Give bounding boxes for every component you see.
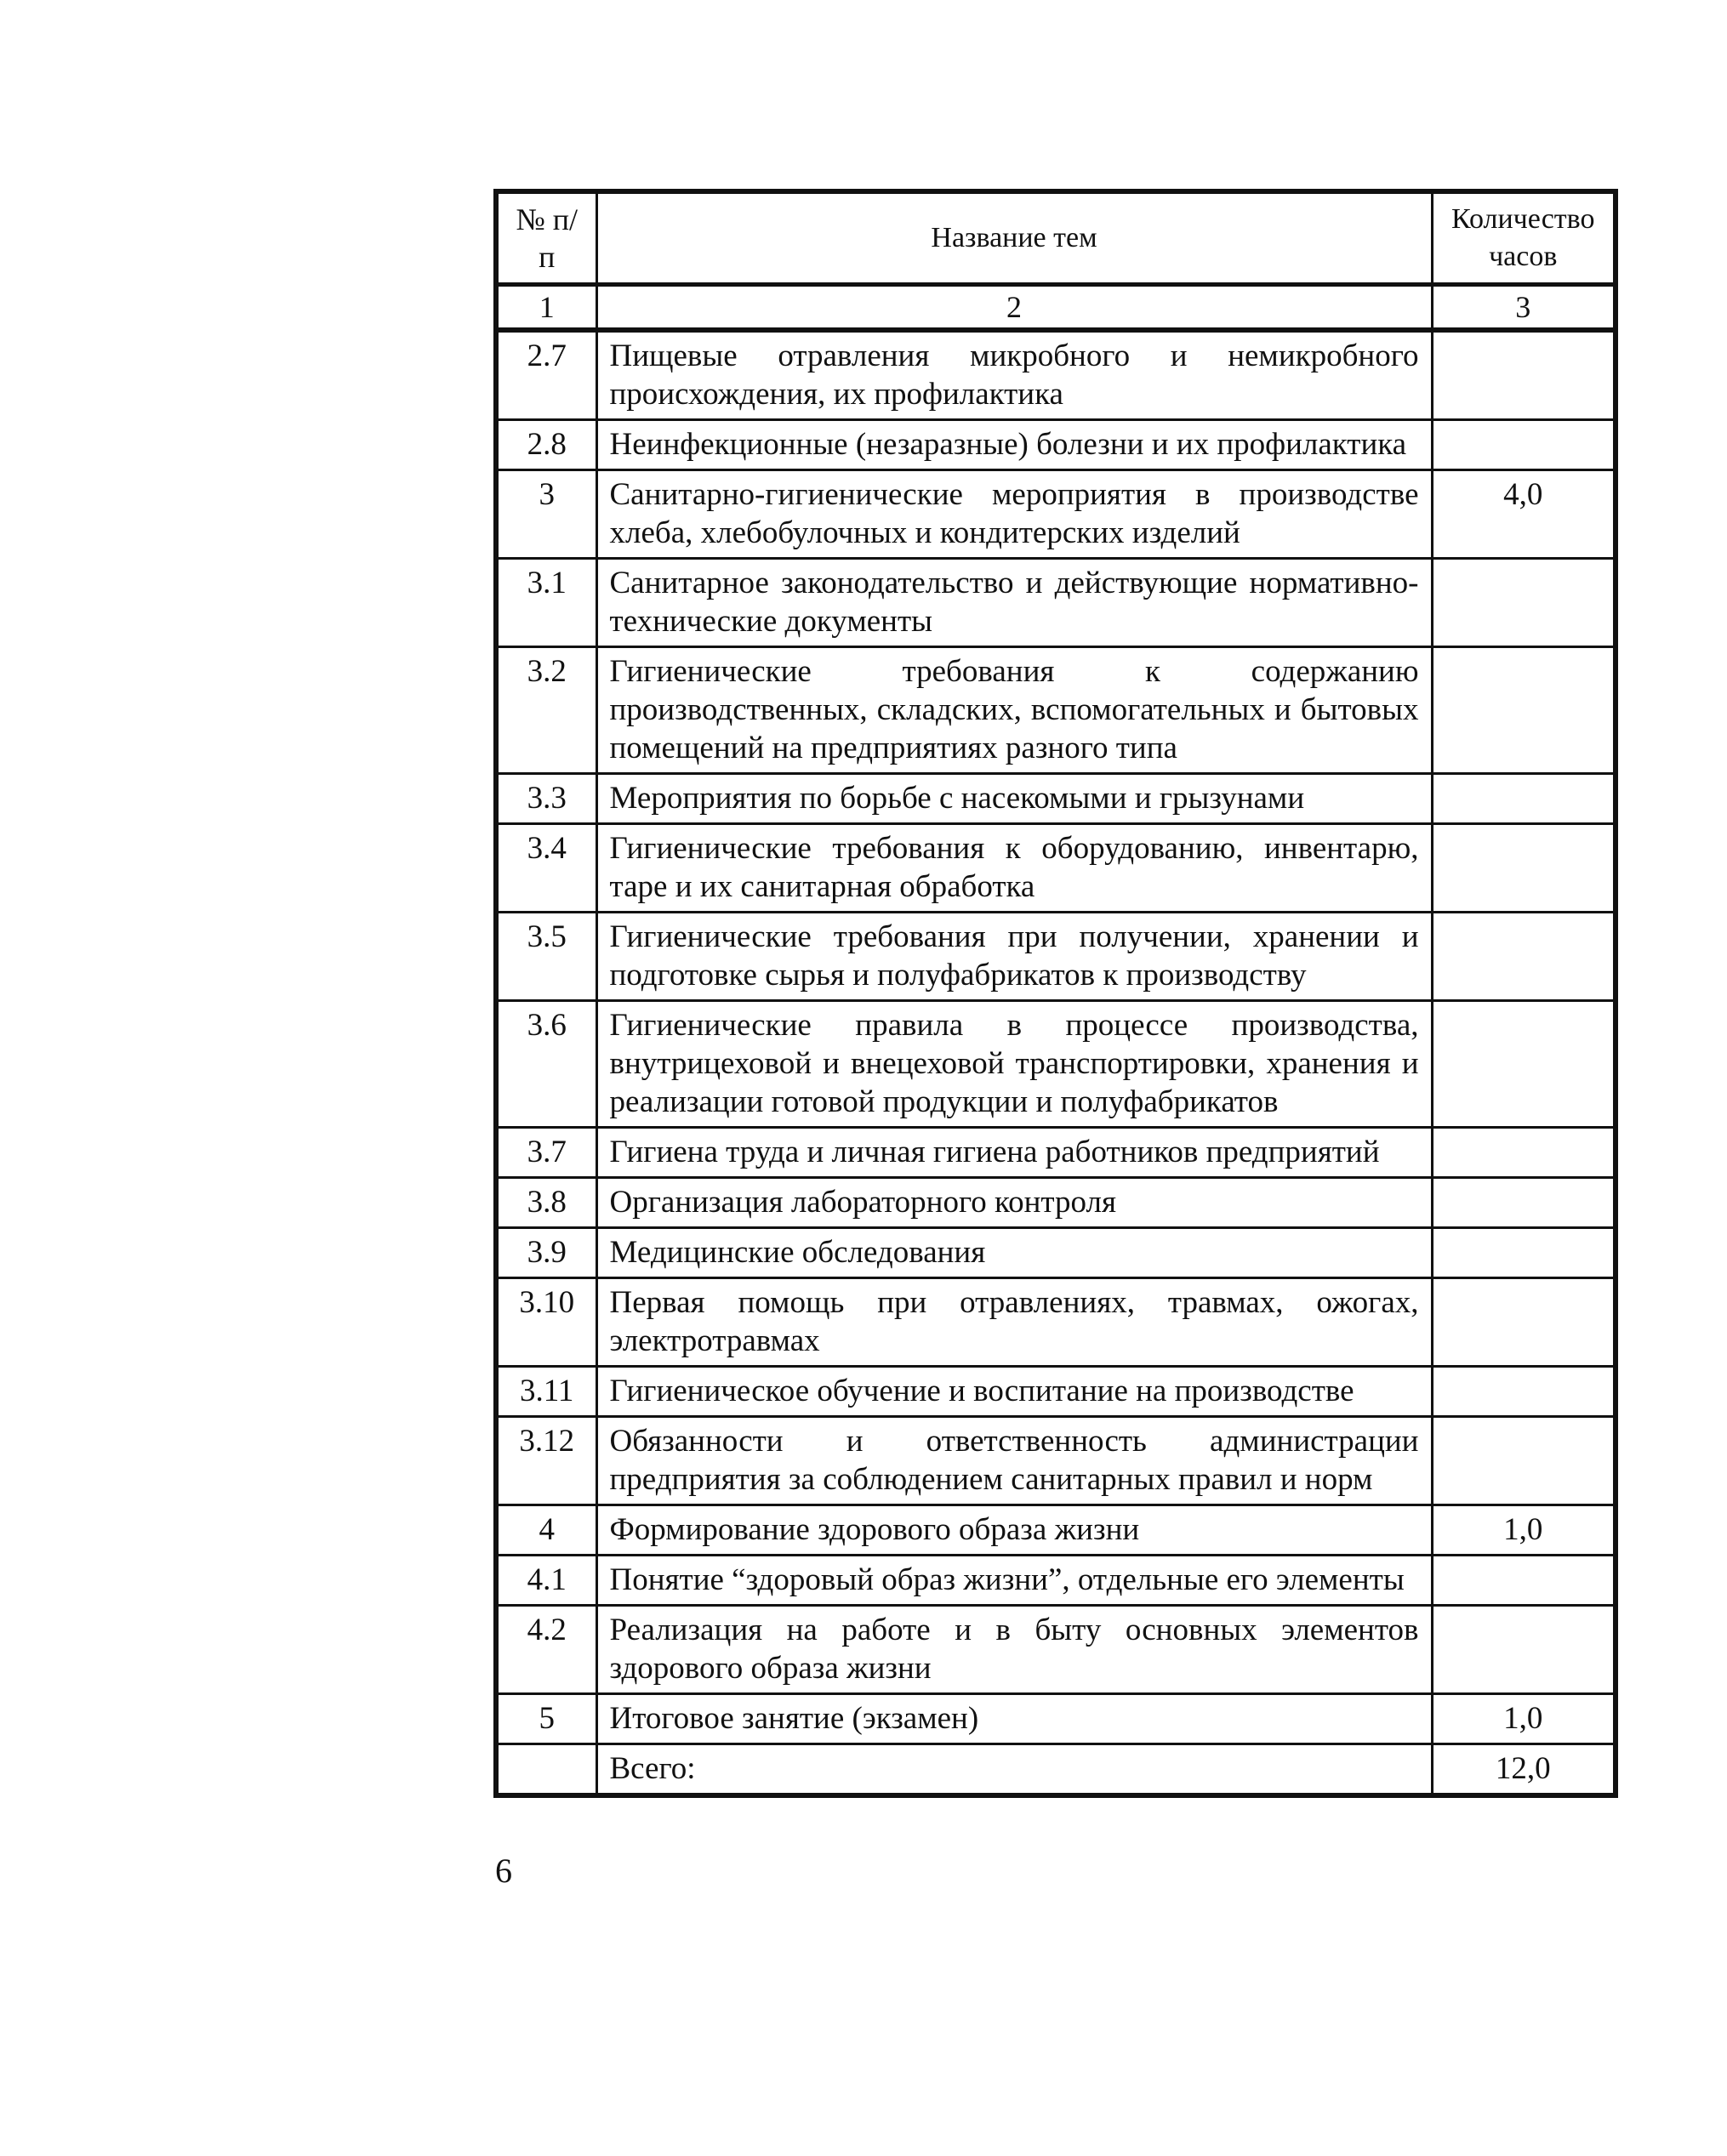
row-number: 3.9 [496,1228,596,1278]
row-topic-name: Мероприятия по борьбе с насекомыми и грызунами [596,774,1432,824]
header-number: № п/п [496,191,596,285]
row-hours: 4,0 [1432,470,1616,559]
row-topic-name: Санитарно-гигиенические мероприятия в производстве хлеба, хлебобулочных и кондитерских изделий [596,470,1432,559]
row-number: 2.8 [496,420,596,470]
row-number: 4.2 [496,1606,596,1694]
row-topic-name: Итоговое занятие (экзамен) [596,1694,1432,1744]
table-row [496,1505,1616,1556]
row-topic-name: Неинфекционные (незаразные) болезни и их профилактика [596,420,1432,470]
table-row [496,1556,1616,1606]
table-row [496,1744,1616,1796]
row-topic-name: Гигиена труда и личная гигиена работников предприятий [596,1128,1432,1178]
table-row [496,1606,1616,1694]
row-hours [1432,1178,1616,1228]
row-hours: 12,0 [1432,1744,1616,1796]
row-hours [1432,1228,1616,1278]
row-number: 3 [496,470,596,559]
row-hours [1432,1417,1616,1505]
table-row [496,1278,1616,1367]
row-topic-name: Гигиенические требования к оборудованию, инвентарю, таре и их санитарная обработка [596,824,1432,913]
row-number: 3.1 [496,559,596,647]
row-topic-name: Санитарное законодательство и действующие нормативно-технические документы [596,559,1432,647]
table-row [496,470,1616,559]
table-row [496,774,1616,824]
row-topic-name: Гигиенические требования к содержанию производственных, складских, вспомогательных и бытовых помещений на предприятиях разного типа [596,647,1432,774]
table-row [496,913,1616,1001]
row-hours [1432,1556,1616,1606]
table-row [496,1367,1616,1417]
row-hours [1432,1001,1616,1128]
table-row [496,1417,1616,1505]
table-body [496,191,1616,1795]
row-topic-name: Реализация на работе и в быту основных элементов здорового образа жизни [596,1606,1432,1694]
row-hours [1432,774,1616,824]
column-number-3: 3 [1432,285,1616,331]
table-header-row [496,191,1616,285]
row-topic-name: Гигиеническое обучение и воспитание на производстве [596,1367,1432,1417]
row-number: 3.7 [496,1128,596,1178]
header-hours: Количество часов [1432,191,1616,285]
row-topic-name: Первая помощь при отравлениях, травмах, ожогах, электротравмах [596,1278,1432,1367]
row-topic-name: Гигиенические требования при получении, хранении и подготовке сырья и полуфабрикатов к производству [596,913,1432,1001]
row-hours [1432,559,1616,647]
table-row [496,1178,1616,1228]
row-number: 3.5 [496,913,596,1001]
row-topic-name: Гигиенические правила в процессе производства, внутрицеховой и внецеховой транспортировки, хранения и реализации готовой продукции и полуфабрикатов [596,1001,1432,1128]
row-topic-name: Обязанности и ответственность администрации предприятия за соблюдением санитарных правил и норм [596,1417,1432,1505]
row-number: 3.2 [496,647,596,774]
column-number-2: 2 [596,285,1432,331]
row-hours [1432,1128,1616,1178]
row-hours: 1,0 [1432,1694,1616,1744]
row-topic-name: Понятие “здоровый образ жизни”, отдельные его элементы [596,1556,1432,1606]
page-number: 6 [495,1852,512,1890]
row-topic-name: Организация лабораторного контроля [596,1178,1432,1228]
row-hours [1432,1606,1616,1694]
row-hours: 1,0 [1432,1505,1616,1556]
row-number: 5 [496,1694,596,1744]
row-hours [1432,1278,1616,1367]
column-number-row [496,285,1616,331]
table-row [496,1128,1616,1178]
row-topic-name: Медицинские обследования [596,1228,1432,1278]
row-number: 3.12 [496,1417,596,1505]
row-number: 4.1 [496,1556,596,1606]
row-number: 3.6 [496,1001,596,1128]
row-number: 3.3 [496,774,596,824]
row-number: 3.8 [496,1178,596,1228]
row-hours [1432,647,1616,774]
table-row [496,559,1616,647]
row-hours [1432,420,1616,470]
curriculum-table [493,189,1618,1798]
column-number-1: 1 [496,285,596,331]
row-number: 4 [496,1505,596,1556]
row-number: 2.7 [496,330,596,420]
row-hours [1432,824,1616,913]
row-hours [1432,913,1616,1001]
row-number [496,1744,596,1796]
row-hours [1432,330,1616,420]
header-topic-name: Название тем [596,191,1432,285]
table-row [496,1228,1616,1278]
row-topic-name: Пищевые отравления микробного и немикробного происхождения, их профилактика [596,330,1432,420]
table-row [496,420,1616,470]
table-row [496,824,1616,913]
table-row [496,1694,1616,1744]
row-number: 3.10 [496,1278,596,1367]
table-row [496,647,1616,774]
table-row [496,330,1616,420]
row-number: 3.11 [496,1367,596,1417]
row-topic-name: Всего: [596,1744,1432,1796]
row-number: 3.4 [496,824,596,913]
row-topic-name: Формирование здорового образа жизни [596,1505,1432,1556]
row-hours [1432,1367,1616,1417]
table-row [496,1001,1616,1128]
